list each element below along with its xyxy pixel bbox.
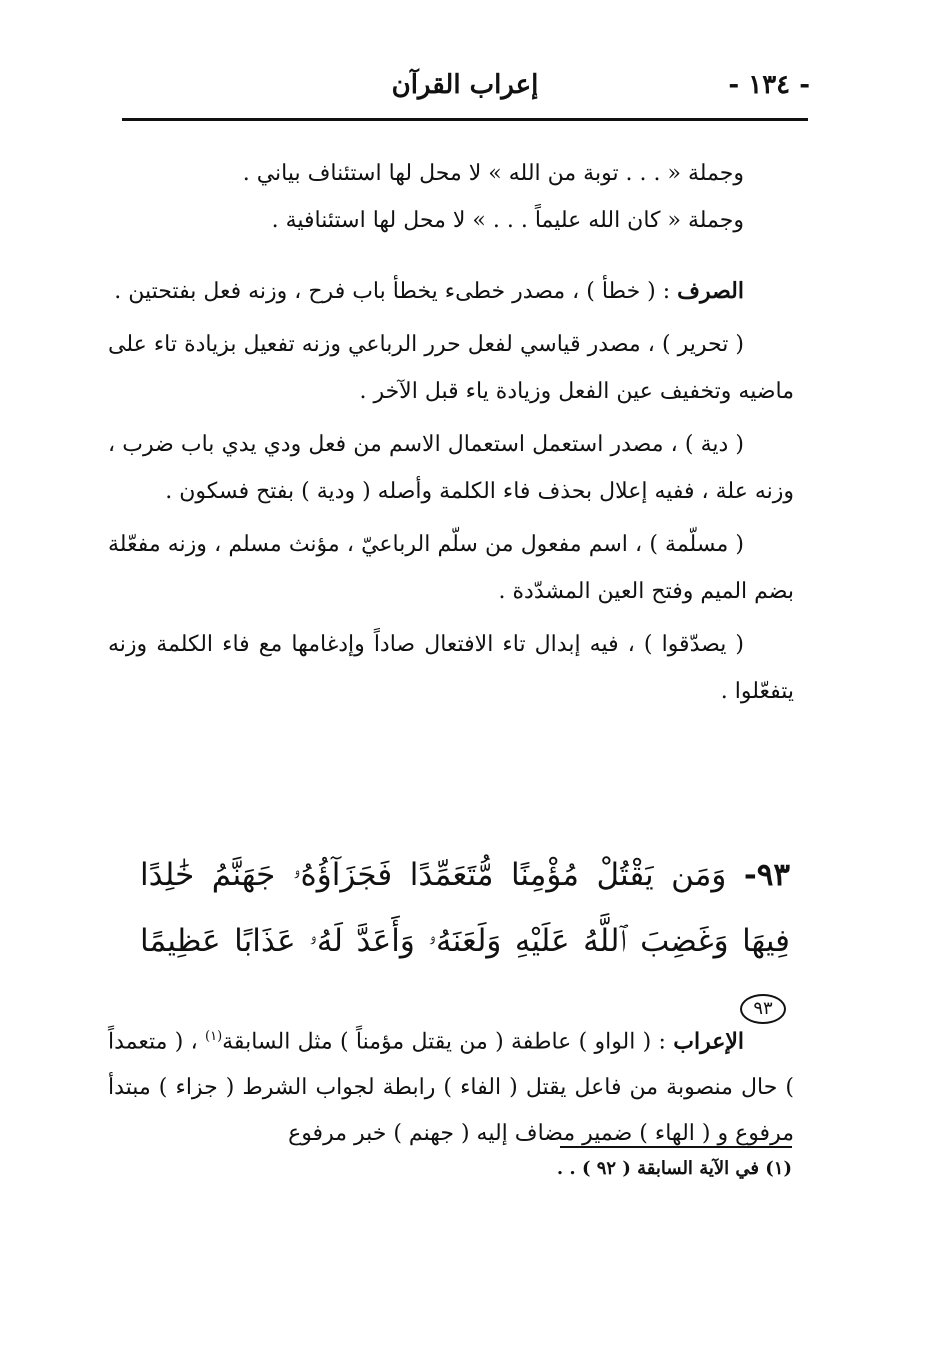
sentence-line: وجملة « . . . توبة من الله » لا محل لها استئناف بياني . [242,161,744,186]
header-rule [122,118,808,121]
footnote-rule [560,1146,792,1148]
irab-label: الإعراب [673,1028,745,1055]
sarf-text: : ( خطأ ) ، مصدر خطىء يخطأ باب فرح ، وزنه فعل بفتحتين . [114,279,678,304]
morphology-paragraph: ( مسلّمة ) ، اسم مفعول من سلّم الرباعيّ ، مؤنث مسلم ، وزنه مفعّلة بضم الميم وفتح العين المشدّدة . [108,532,794,604]
sentence-line: وجملة « كان الله عليماً . . . » لا محل لها استئنافية . [271,208,744,233]
spacer [108,244,794,268]
verse-number: ٩٣- [743,857,790,893]
footnote: (١) في الآية السابقة ( ٩٢ ) . . [556,1158,792,1179]
sarf-paragraph [108,268,794,315]
page-header [120,62,810,114]
commentary-body [108,150,794,721]
irab-text: : ( الواو ) عاطفة ( من يقتل مؤمناً ) مثل السابقة [222,1029,674,1055]
verse-text: وَمَن يَقْتُلْ مُؤْمِنًا مُّتَعَمِّدًا فَجَزَآؤُهُۥ جَهَنَّمُ خَٰلِدًا فِيهَا وَغَضِبَ ٱللَّهُ عَلَيْهِ وَلَعَنَهُۥ وَأَعَدَّ لَهُۥ عَذَابًا عَظِيمًا [140,857,790,959]
irab-paragraph [108,1014,794,1157]
irab-text-continued: ، ( متعمداً ) حال منصوبة من فاعل يقتل ( الفاء ) رابطة لجواب الشرط ( جزاء ) مبتدأ مرفوع و ( الهاء ) ضمير مضاف إليه ( جهنم ) خبر مرفوع [108,1029,794,1147]
footnote-reference: (١) [205,1029,223,1044]
ayah-end-mark: ٩٣ [740,994,786,1024]
book-title: إعراب القرآن [391,70,539,100]
morphology-paragraph: ( يصدّقوا ) ، فيه إبدال تاء الافتعال صاداً وإدغامها مع فاء الكلمة وزنه يتفعّلوا . [108,632,794,704]
page-number: - ١٣٤ - [728,70,810,100]
morphology-paragraph: ( دية ) ، مصدر استعمل استعمال الاسم من فعل ودي يدي باب ضرب ، وزنه علة ، ففيه إعلال بحذف فاء الكلمة وأصله ( ودية ) بفتح فسكون . [108,432,794,504]
sarf-label: الصرف [677,278,744,304]
morphology-paragraph: ( تحرير ) ، مصدر قياسي لفعل حرر الرباعي وزنه تفعيل بزيادة تاء على ماضيه وتخفيف عين الفعل وزيادة ياء قبل الآخر . [108,332,794,404]
quran-verse [140,842,790,1040]
